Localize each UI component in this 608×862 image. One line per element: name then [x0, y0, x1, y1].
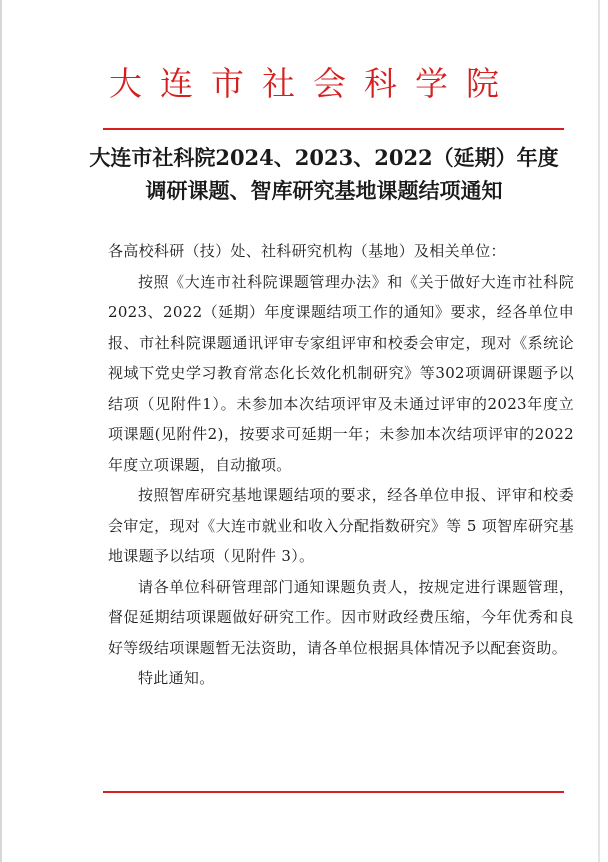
organization-header: 大连市社会科学院: [109, 64, 517, 103]
title-line-2: 调研课题、智库研究基地课题结项通知: [145, 178, 503, 203]
paragraph-research-projects: 按照《大连市社科院课题管理办法》和《关于做好大连市社科院2023、2022（延期）年度课题结项工作的通知》要求，经各单位申报、市社科院课题通讯评审专家组评审和校委会审定，现对《系统论视域下党史学习教育常态化长效化机制研究》等302项调研课题予以结项（见附件1）。未参加本次结项评审及未通过评审的2023年度立项课题(见附件2)，按要求可延期一年；未参加本次结项评审的2022年度立项课题，自动撤项。: [108, 272, 574, 474]
page-left-edge: [0, 0, 2, 862]
footer-red-rule: [103, 791, 564, 793]
paragraph-think-tank-projects: 按照智库研究基地课题结项的要求，经各单位申报、评审和校委会审定，现对《大连市就业和收入分配指数研究》等 5 项智库研究基地课题予以结项（见附件 3）。: [108, 486, 574, 565]
closing-notice: 特此通知。: [138, 669, 215, 687]
title-line-1: 大连市社科院2024、2023、2022（延期）年度: [89, 145, 559, 170]
document-title: [60, 141, 588, 207]
header-red-rule: [103, 128, 564, 130]
paragraph-management-notice: 请各单位科研管理部门通知课题负责人，按规定进行课题管理，督促延期结项课题做好研究工作。因市财政经费压缩，今年优秀和良好等级结项课题暂无法资助，请各单位根据具体情况予以配套资助。: [108, 577, 574, 657]
page-right-edge: [598, 0, 600, 862]
document-body: [108, 236, 574, 694]
salutation: 各高校科研（技）处、社科研究机构（基地）及相关单位：: [108, 242, 506, 260]
